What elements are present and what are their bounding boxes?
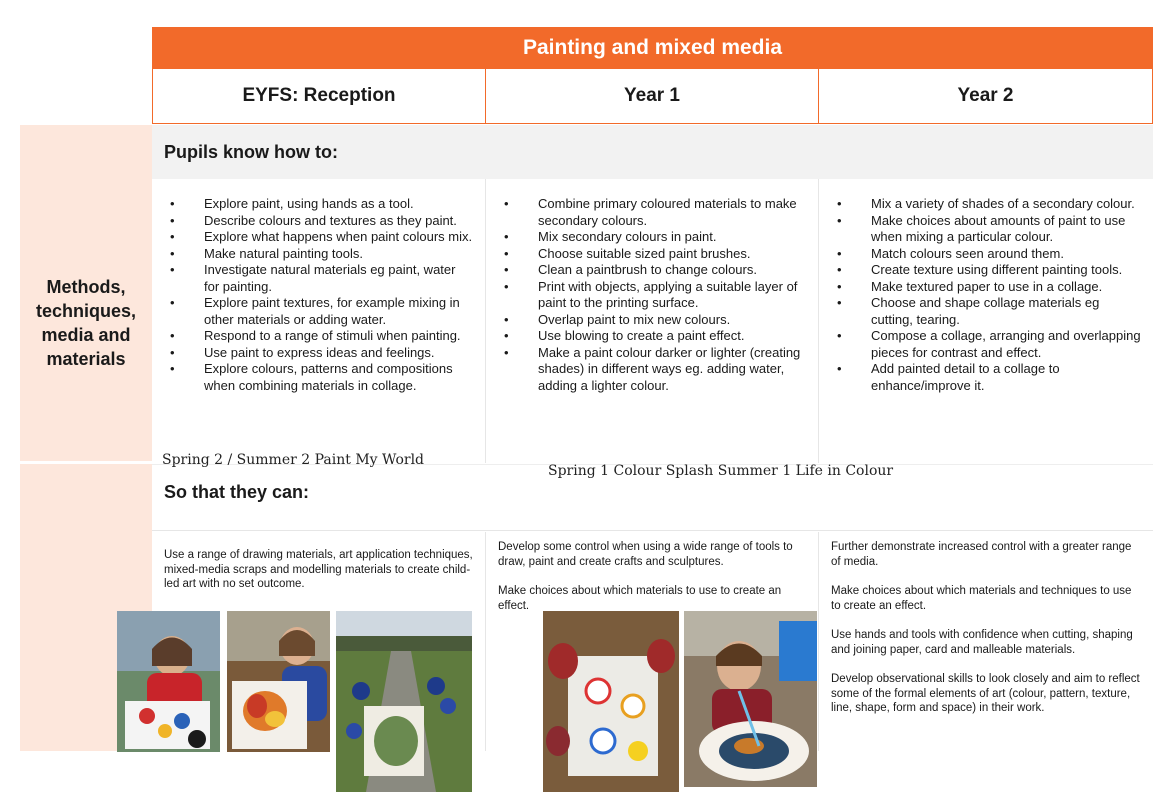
know-year2-item: • Make textured paper to use in a collage. (819, 279, 1141, 296)
know-year2-item: • Mix a variety of shades of a secondary colour. (819, 196, 1141, 213)
know-reception-cell (152, 179, 486, 463)
know-year2-cell (819, 179, 1153, 463)
know-reception-item: • Explore what happens when paint colours mix. (152, 229, 473, 246)
can-year2-paragraph: Make choices about which materials and techniques to use to create an effect. (831, 585, 1132, 612)
know-year2-item: • Match colours seen around them. (819, 246, 1141, 263)
photo-outdoor-painting (336, 611, 472, 792)
know-year2-item: • Choose and shape collage materials eg cutting, tearing. (819, 295, 1141, 328)
column-header-reception: EYFS: Reception (152, 69, 486, 124)
column-header-year1: Year 1 (486, 69, 819, 124)
know-reception-item: • Use paint to express ideas and feelings. (152, 345, 473, 362)
can-year2-paragraph: Further demonstrate increased control with a greater range of media. (831, 541, 1132, 568)
know-year1-item: • Print with objects, applying a suitable layer of paint to the printing surface. (486, 279, 806, 312)
photo-child-painting-collage (227, 611, 330, 752)
know-reception-item: • Investigate natural materials eg paint, water for painting. (152, 262, 473, 295)
can-year2-paragraph: Develop observational skills to look closely and aim to reflect some of the formal elements of art (colour, pattern, texture, line, shape, form and space) in their work. (831, 673, 1140, 714)
photo-children-printing-table (543, 611, 679, 792)
photo-child-painting-circles (117, 611, 220, 752)
know-year1-cell (486, 179, 819, 463)
know-reception-item: • Respond to a range of stimuli when painting. (152, 328, 473, 345)
know-year1-item: • Mix secondary colours in paint. (486, 229, 806, 246)
can-year2-paragraph: Use hands and tools with confidence when cutting, shaping and joining paper, card and malleable materials. (831, 629, 1133, 656)
know-year2-item: • Compose a collage, arranging and overlapping pieces for contrast and effect. (819, 328, 1141, 361)
know-year1-item: • Make a paint colour darker or lighter (creating shades) in different ways eg. adding water, adding a lighter colour. (486, 345, 806, 395)
know-year2-item: • Make choices about amounts of paint to use when mixing a particular colour. (819, 213, 1141, 246)
can-reception-paragraph: Use a range of drawing materials, art application techniques, mixed-media scraps and modelling materials to create child-led art with no set outcome. (164, 549, 473, 590)
know-year2-list (819, 179, 1153, 394)
know-year2-item: • Create texture using different painting tools. (819, 262, 1141, 279)
know-reception-item: • Make natural painting tools. (152, 246, 473, 263)
know-year2-item: • Add painted detail to a collage to enhance/improve it. (819, 361, 1141, 394)
know-year1-item: • Use blowing to create a paint effect. (486, 328, 806, 345)
know-year1-item: • Combine primary coloured materials to make secondary colours. (486, 196, 806, 229)
know-year1-item: • Choose suitable sized paint brushes. (486, 246, 806, 263)
handwritten-topic-year1: Spring 1 Colour Splash Summer 1 Life in Colour (548, 463, 894, 479)
know-reception-item: • Explore paint, using hands as a tool. (152, 196, 473, 213)
know-reception-item: • Describe colours and textures as they paint. (152, 213, 473, 230)
can-year2-cell (819, 532, 1153, 751)
know-reception-item: • Explore colours, patterns and compositions when combining materials in collage. (152, 361, 473, 394)
column-header-year2: Year 2 (819, 69, 1153, 124)
row-label: Methods, techniques, media and materials (35, 277, 137, 369)
can-year1-paragraph: Develop some control when using a wide range of tools to draw, paint and create crafts and sculptures. (498, 541, 793, 568)
know-year1-item: • Clean a paintbrush to change colours. (486, 262, 806, 279)
photo-child-blowing-paint (684, 611, 817, 787)
can-year1-paragraph: Make choices about which materials to use to create an effect. (498, 585, 782, 612)
table-title: Painting and mixed media (152, 27, 1153, 69)
know-year1-item: • Overlap paint to mix new colours. (486, 312, 806, 329)
know-heading: Pupils know how to: (152, 125, 1153, 179)
handwritten-topic-reception: Spring 2 / Summer 2 Paint My World (162, 452, 425, 468)
know-reception-item: • Explore paint textures, for example mixing in other materials or adding water. (152, 295, 473, 328)
know-reception-list (152, 179, 485, 394)
can-heading: So that they can: (152, 464, 1153, 531)
know-year1-list (486, 179, 818, 394)
